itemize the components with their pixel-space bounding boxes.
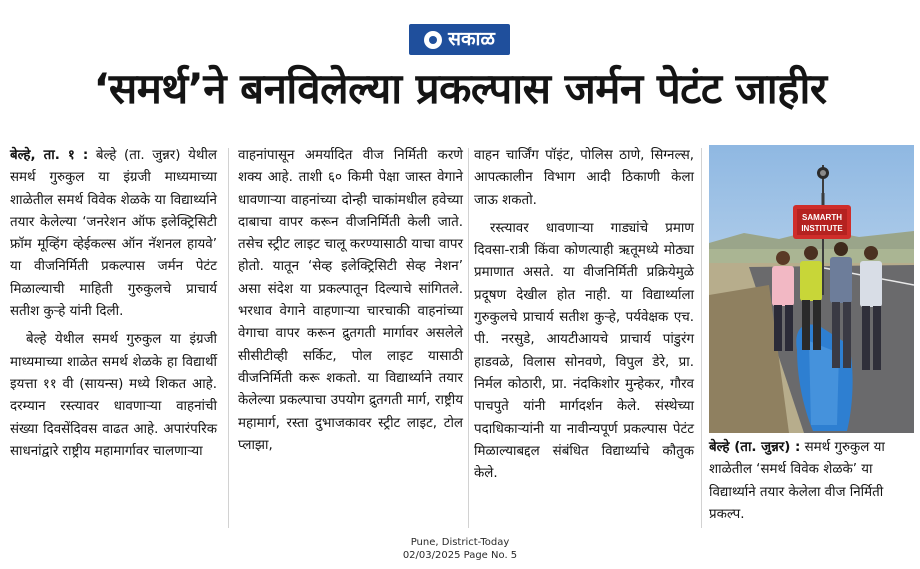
page-footer bbox=[0, 536, 920, 562]
photo-caption bbox=[709, 437, 914, 526]
caption-place: बेल्हे (ता. जुन्नर) : bbox=[709, 440, 801, 455]
article-paragraph: बेल्हे येथील समर्थ गुरुकुल या इंग्रजी माध्यमाच्या शाळेत समर्थ शेळके हा विद्यार्थी इयत्ता ११ वी (सायन्स) मध्ये शिकत आहे. दरम्यान रस्त्यावर धावणाऱ्या वाहनांची संख्या दिवसेंदिवस वाढत आहे. अपारंपरिक साधनांद्वारे राष्ट्रीय महामार्गावर चालणाऱ्या bbox=[10, 332, 217, 459]
logo-emblem-icon bbox=[424, 31, 442, 49]
photo-illustration bbox=[709, 145, 914, 433]
column-divider bbox=[228, 148, 229, 528]
article-paragraph: रस्त्यावर धावणाऱ्या गाड्यांचे प्रमाण दिवसा-रात्री किंवा कोणत्याही ऋतूमध्ये मोठ्या प्रमाणात असते. या वीजनिर्मिती प्रक्रियेमुळे प्रदूषण देखील होत नाही. या विद्यार्थ्याला गुरुकुलचे प्राचार्य सतीश कुऱ्हे, पर्यवेक्षक एच. पी. नरसुडे, आयटीआयचे प्राचार्य पांडुरंग हाडवळे, विलास सोनवणे, विपुल डेरे, प्रा. निर्मल कोठारी, प्रा. नंदकिशोर मुन्हेकर, गौरव पाचपुते यांनी मार्गदर्शन केले. संस्थेच्या पदाधिकाऱ्यांनी या नावीन्यपूर्ण प्रकल्पास पेटंट मिळाल्याबद्दल संबंधित विद्यार्थ्याचे कौतुक केले. bbox=[474, 220, 694, 482]
article-paragraph: वाहनांपासून अमर्यादित वीज निर्मिती करणे शक्य आहे. ताशी ६० किमी पेक्षा जास्त वेगाने धावणाऱ्या वाहनांच्या दोन्ही चाकांमधील हवेच्या दाबाचा वापर करून वीजनिर्मिती केली जाते. तसेच स्ट्रीट लाइट चालू करण्यासाठी याचा वापर होतो. यातून ‘सेव्ह इलेक्ट्रिसिटी सेव्ह नेशन’ असा संदेश या प्रकल्पातून दिल्याचे सांगितले. भरधाव वेगाने वाहणाऱ्या चारचाकी वाहनांच्या वेगाचा वापर करून द्रुतगती मार्गावर असलेले सीसीटीव्ही सर्किट, पोल लाइट यासाठी वीजनिर्मिती करू शकतो. या विद्यार्थ्याने तयार केलेल्या प्रकल्पाचा उपयोग द्रुतगती मार्ग, राष्ट्रीय महामार्ग, रस्ता दुभाजकावर स्ट्रीट लाइट, टोल प्लाझा, bbox=[238, 148, 463, 453]
masthead-logo bbox=[409, 24, 510, 55]
sign-text-line1: SAMARTH bbox=[802, 213, 842, 222]
caption-text: समर्थ गुरुकुल या शाळेतील ‘समर्थ विवेक शेळके’ या विद्यार्थ्याने तयार केलेला वीज निर्मिती प्रकल्प. bbox=[709, 440, 885, 522]
headline: ‘समर्थ’ने बनविलेल्या प्रकल्पास जर्मन पेटंट जाहीर bbox=[93, 64, 827, 113]
paragraph-text: बेल्हे (ता. जुन्नर) येथील समर्थ गुरुकुल या इंग्रजी माध्यमाच्या शाळेतील समर्थ विवेक शेळके या विद्यार्थ्याने तयार केलेल्या ‘जनरेशन ऑफ इलेक्ट्रिसिटी फ्रॉम मूव्हिंग व्हेईकल्स ऑन नॅशनल हायवे’ या वीजनिर्मिती प्रकल्पास जर्मन पेटंट मिळाल्याची माहिती गुरुकुलचे प्राचार्य सतीश कुऱ्हे यांनी दिली. bbox=[10, 148, 217, 320]
article-column-1 bbox=[10, 145, 217, 463]
footer-edition: Pune, District-Today bbox=[410, 537, 510, 548]
masthead-name: सकाळ bbox=[448, 28, 495, 50]
article-column-2 bbox=[238, 145, 463, 457]
column-divider bbox=[701, 148, 702, 528]
article-paragraph bbox=[10, 145, 217, 323]
footer-date-page: 02/03/2025 Page No. 5 bbox=[402, 550, 518, 561]
sign-text-line2: INSTITUTE bbox=[801, 224, 843, 233]
column-divider bbox=[468, 148, 469, 528]
news-photo bbox=[709, 145, 914, 433]
dateline: बेल्हे, ता. १ : bbox=[10, 148, 89, 163]
article-column-3 bbox=[474, 145, 694, 485]
article-paragraph: वाहन चार्जिंग पॉइंट, पोलिस ठाणे, सिग्नल्स, आपत्कालीन विभाग आदी ठिकाणी केला जाऊ शकतो. bbox=[474, 148, 694, 208]
